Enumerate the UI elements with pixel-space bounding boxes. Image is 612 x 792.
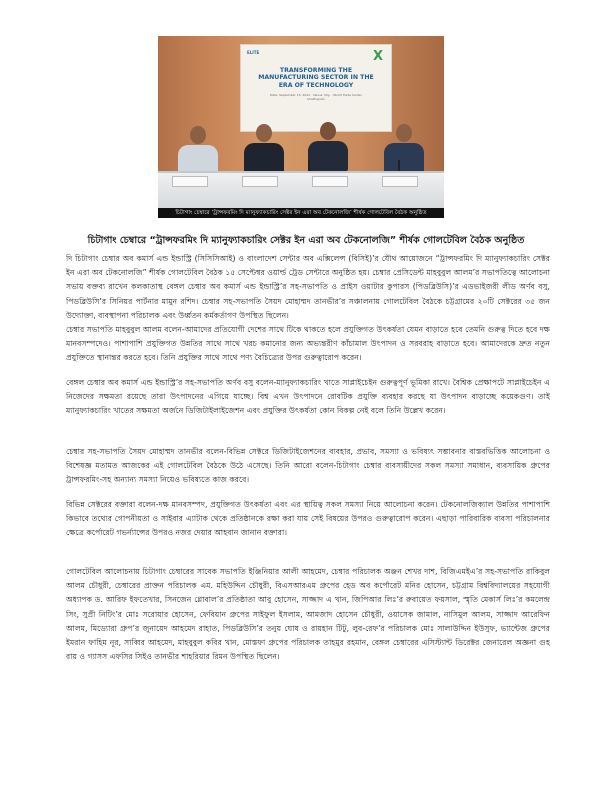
- panelist-3: [308, 122, 348, 171]
- nameplate: [382, 176, 418, 187]
- banner-details: Date: September 15, 2022 · Venue: Ctg. · World Trade Center Chattogram: [270, 93, 362, 101]
- article-headline: চিটাগাং চেম্বারে “ট্রান্সফরমিং দি ম্যানুফ্যাকচারিং সেক্টর ইন এরা অব টেকনোলজি” শীর্ষক গোলটেবিল বৈঠক অনুষ্ঠিত: [87, 235, 525, 246]
- article-paragraph: চেম্বার সহ-সভাপতি সৈয়দ মোহাম্মদ তানভীর বলেন-বিভিন্ন সেক্টরে ডিজিটাইজেশনের ব্যবহার, প্রভাব, সমস্যা ও ভবিষ্যৎ সম্ভাবনার বাস্তবভিত্তিক আলোচনা ও বিশেষজ্ঞ মতামত আজকের এই গোলটেবিল বৈঠকে উঠে এসেছে। তিনি আরো বলেন-চিটাগাং চেম্বার ব্যবসায়ীদের সকল সমস্যা সমাধান, ব্যবসায়িক গ্রুপের ট্রান্সফরমিং-সহ অন্যান্য সমস্যা নিয়েও ভবিষ্যতে কাজ করবে।: [66, 447, 550, 485]
- nameplate: [242, 176, 278, 187]
- banner-headline: TRANSFORMING THE MANUFACTURING SECTOR IN THE ERA OF TECHNOLOGY: [258, 67, 374, 89]
- banner-logo: ELITE: [247, 50, 260, 55]
- event-banner: [240, 44, 392, 132]
- article-paragraph: বেঙ্গল চেম্বার অব কমার্স এন্ড ইন্ডাস্ট্রি’র সহ-সভাপতি অর্ণব বসু বলেন-ম্যানুফ্যাকচারিং খাতে সাপ্লাইচেইন গুরুত্বপূর্ণ ভূমিকা রাখে। বৈশ্বিক প্রেক্ষাপটে সাপ্লাইচেইন এ নিজেদের সক্ষমতা রয়েছে তারা উৎপাদনের এগিয়ে যাচ্ছে। বিশ্ব এখন উৎপাদনে রোবটিক প্রযুক্তি ব্যবহার করছে যা উৎপাদন বাড়াচ্ছে কয়েকগুণ। তাই ম্যানুফ্যাকচারিং খাতের সক্ষমতা অর্জনে ডিজিটাইলাইজেশন এবং প্রযুক্তির উৎকর্ষতা কোন বিকল্প নেই বলে তিনি উল্লেখ করেন।: [66, 378, 550, 416]
- photo-caption: চিটাগাং চেম্বারে ‘ট্রান্সফরমিং দি ম্যানুফ্যাকচারিং সেক্টর ইন এরা অব টেকনোলজি’ শীর্ষক গোলটেবিল বৈঠক অনুষ্ঠিত: [158, 208, 444, 218]
- article-paragraph: বিভিন্ন সেক্টরের বক্তারা বলেন-দক্ষ মানবসম্পদ, প্রযুক্তিগত উৎকর্ষতা এবং এর স্থায়িত্ব সকল সমস্যা নিয়ে আলোচনা করেন। টেকনোলজিক্যাল উন্নতির পাশাপাশি কিভাবে তথ্যের গোপনীয়তা ও সাইবার এ্যাটাক থেকে প্রতিষ্ঠানকে রক্ষা করা যায় সেই বিষয়ের উপরও গুরুত্বারোপ করেন। এছাড়া পারিবারিক ব্যবসা পরিচালনার ক্ষেত্রে কর্পোরেট গভর্ন্যান্সের উপরও নজর দেয়ার আহবান জানান বক্তারা।: [66, 500, 550, 538]
- panelist-4: [384, 124, 424, 173]
- nameplate: [312, 176, 348, 187]
- article-paragraph: দি চিটাগাং চেম্বার অব কমার্স এন্ড ইন্ডাস্ট্রি (সিসিসিআই) ও বাংলাদেশ সেন্টার অব এক্সিলেন্স (বিসিই)’র যৌথ আয়োজনে “ট্রান্সফরমিং দি ম্যানুফ্যাকচারিং সেক্টর ইন এরা অব টেকনোলজি” শীর্ষক গোলটেবিল বৈঠক ১৫ সেপ্টেম্বর ওয়ার্ল্ড ট্রেড সেন্টারে অনুষ্ঠিত হয়। চেম্বার প্রেসিডেন্ট মাহবুবুল আলম’র সভাপতিত্বে আলোচনা সভায় বক্তব্য রাখেন কলকাতাস্থ বেঙ্গল চেম্বার অব কমার্স এন্ড ইন্ডাস্ট্রি’র সহ-সভাপতি ও প্রাইস ওয়াটার কুপারস (পিডব্লিউসি)’র এডভাইজরী লীড অর্ণব বসু, পিডব্লিউসি’র সিনিয়র পার্টনার মামুন রশিদ। চেম্বার সহ-সভাপতি সৈয়দ মোহাম্মদ তানভীর’র সঞ্চালনায় গোলটেবিল বৈঠকে চট্টগ্রামের ২০টি সেক্টরের ৩৫ জন উদ্যোক্তা, ব্যবস্থাপনা পরিচালক এবং উর্ধ্বতন কর্মকর্তাগণ উপস্থিত ছিলেন।: [66, 254, 550, 320]
- article-paragraph: গোলটেবিল আলোচনায় চিটাগাং চেম্বারের সাবেক সভাপতি ইঞ্জিনিয়ার আলী আহমেদ, চেম্বার পরিচালক অঞ্জন শেখর দাশ, বিজিএমইএ’র সহ-সভাপতি রাকিবুল আলম চৌধুরী, চেম্বারের প্রাক্তন পরিচালক এম. মহিউদ্দিন চৌধুরী, বিএসআরএম গ্রুপের হেড অব কর্পোরেট মনির হোসেন, চট্টগ্রাম বিশ্ববিদ্যালয়ের সহযোগী অধ্যাপক ড. আরিফ ইফতেখার, সিনজেন গ্লোবাল’র প্রতিষ্ঠাতা আবু হোসেন, সাজ্জাদ এ খান, জিপিআর লিঃ’র রুবায়েত ফয়সাল, স্মৃতি মেকার্স লিঃ’র কমলেন্দ্র সিং, সুপ্রী নিটিং’র মোঃ সরোয়ার হোসেন, ফেবিয়ান গ্রুপের সাইফুল ইসলাম, আমজাদ হোসেন চৌধুরী, ওয়াসেক জামাল, নাসিমুল আলম, সাজ্জাদ আরেফিন আলম, মিড্যোরা গ্রুপ’র জুনায়েদ আহমেদ রাহাত, পিডব্লিউসি’র তনুয় ঘোষ ও রায়হান টিটু, লুব-রেফ’র পরিচালক মোঃ সালাউদ্দিন ইউসুফ, ভ্যান্টেজ গ্রুপের ইমরান ফাহিম নূর, সাব্বির আহমেদ, মাহবুবুল কবির খান, মোস্তফা গ্রুপের পরিচালক তাহমুর রহমান, বেঙ্গল চেম্বারের এসিস্ট্যান্ট ডিরেক্টর জেনারেল অজ্ঞনা গুহ রায় ও গ্যাসস এফসির সিইও তানভীর শাহরিয়ার রিমন উপস্থিত ছিলেন।: [66, 567, 550, 662]
- banner-x-logo-icon: X: [372, 49, 383, 64]
- panelist-2: [244, 124, 284, 173]
- article-paragraph: চেম্বার সভাপতি মাহবুবুল আলম বলেন-আমাদের প্রতিযোগী দেশের সাথে টিকে থাকতে হলে প্রযুক্তিগত উৎকর্ষতা যেমন বাড়াতে হবে তেমনি গুরুত্ব দিতে হবে দক্ষ মানবসম্পদেও। পাশাপাশি প্রযুক্তিগত উন্নতির সাথে সাথে খরচ কমানোর জন্য অভ্যন্তরীণ কাঁচামাল উৎপাদন ও সরবরাহ বাড়াতে হবে। আমাদেরকে দ্রুত নতুন প্রযুক্তিতে স্থানান্তর করতে হবে। তিনি প্রযুক্তির সাথে সাথে পণ্য বৈচিত্র্যের উপর গুরুত্বারোপ করেন।: [66, 325, 550, 363]
- nameplate: [172, 176, 208, 187]
- event-photo: [158, 36, 444, 208]
- panelist-1: [178, 126, 218, 175]
